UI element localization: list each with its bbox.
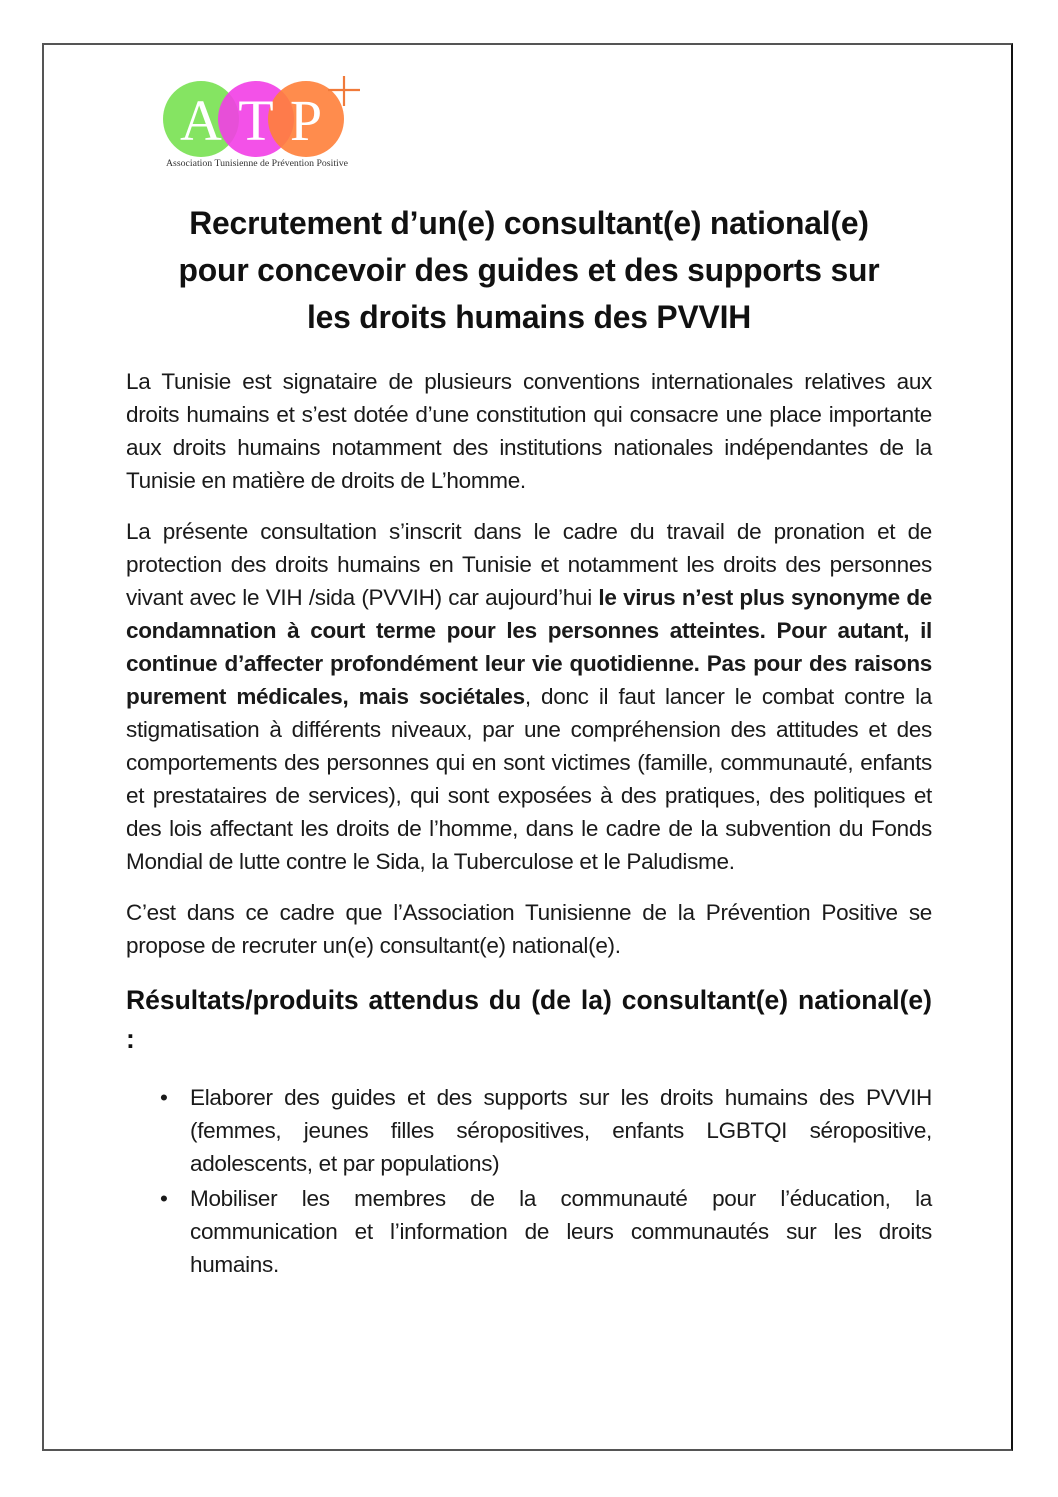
paragraph-intro: La Tunisie est signataire de plusieurs conventions internationales relatives aux droits humains et s’est dotée d’une constitution qui consacre une place importante aux droits humains notamment des institutions nationales indépendantes de la Tunisie en matière de droits de L’homme. <box>126 369 932 493</box>
logo-letter-a: A <box>180 88 222 153</box>
paragraph-context-bold: le virus n’est plus synonyme de condamnation à court terme pour les personnes atteintes. Pour autant, il continue d’affecter profondément leur vie quotidienne. Pas pour des raisons purement médicales, mais sociétales <box>126 585 932 709</box>
document-title <box>134 200 924 341</box>
bullet-icon: • <box>160 1186 168 1211</box>
section-heading-results: Résultats/produits attendus du (de la) consultant(e) national(e) : <box>126 985 932 1054</box>
list-item-text: Elaborer des guides et des supports sur les droits humains des PVVIH (femmes, jeunes filles séropositives, enfants LGBTQI séropositive, adolescents, et par populations) <box>190 1085 932 1176</box>
document-body <box>126 200 932 1283</box>
title-line-2: pour concevoir des guides et des supports sur <box>178 252 880 288</box>
paragraph-context-text-1: La présente consultation s’inscrit dans le cadre du travail de pronation et de protection des droits humains en Tunisie et notamment les droits des personnes vivant avec le VIH /sida (PVVIH) car aujourd’hui <box>126 519 932 610</box>
paragraph-recruitment: C’est dans ce cadre que l’Association Tunisienne de la Prévention Positive se propose de recruter un(e) consultant(e) national(e). <box>126 900 932 958</box>
title-line-3: les droits humains des PVVIH <box>306 299 752 335</box>
logo-tagline: Association Tunisienne de Prévention Positive <box>166 158 348 168</box>
logo-graphic <box>160 74 370 174</box>
results-list <box>126 1081 932 1281</box>
paragraph-context-text-2: , donc il faut lancer le combat contre la stigmatisation à différents niveaux, par une compréhension des attitudes et des comportements des personnes qui en sont victimes (famille, communauté, enfants et prestataires de services), qui sont exposées à des pratiques, des politiques et des lois affectant les droits de l’homme, dans le cadre de la subvention du Fonds Mondial de lutte contre le Sida, la Tuberculose et le Paludisme. <box>126 684 932 874</box>
logo-letter-t: T <box>238 88 274 153</box>
paragraph-context <box>126 515 932 878</box>
title-line-1: Recrutement d’un(e) consultant(e) national(e) <box>189 205 869 241</box>
list-item <box>126 1081 932 1180</box>
list-item <box>126 1182 932 1281</box>
atp-logo <box>160 74 370 174</box>
bullet-icon: • <box>160 1085 168 1110</box>
list-item-text: Mobiliser les membres de la communauté pour l’éducation, la communication et l’information de leurs communautés sur les droits humains. <box>190 1186 932 1277</box>
logo-letter-p: P <box>289 88 323 153</box>
